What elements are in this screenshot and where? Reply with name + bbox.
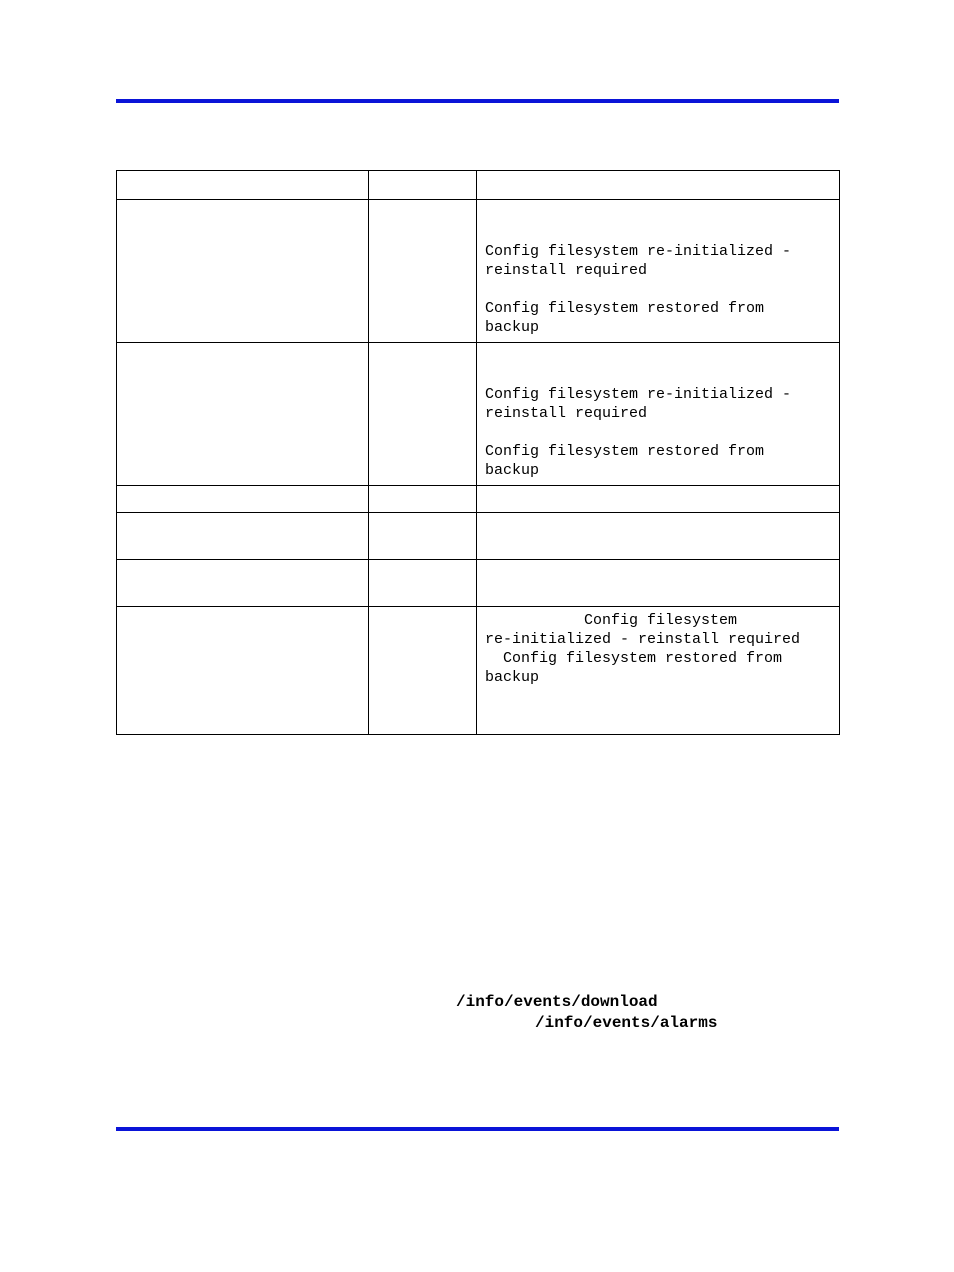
table-cell (369, 513, 477, 560)
table-cell (117, 200, 369, 343)
table-cell (477, 343, 840, 486)
message-line: backup (485, 669, 540, 686)
table-cell (117, 343, 369, 486)
message-reinitialized: Config filesystem re-initialized - reinstall required (485, 386, 792, 422)
table-cell (369, 171, 477, 200)
message-restored: Config filesystem restored from backup (485, 300, 765, 336)
command-info-events-alarms: /info/events/alarms (535, 1014, 718, 1032)
table-cell (117, 560, 369, 607)
table-cell (117, 607, 369, 735)
table-cell (369, 343, 477, 486)
table-cell (369, 200, 477, 343)
table-row (117, 343, 840, 486)
table-header-row (117, 171, 840, 200)
message-reinitialized: Config filesystem re-initialized - reinstall required (485, 243, 792, 279)
table-cell (117, 171, 369, 200)
table-row (117, 486, 840, 513)
message-line: re-initialized - reinstall required (485, 631, 801, 648)
table-cell (477, 171, 840, 200)
table-cell (117, 513, 369, 560)
table-cell (477, 200, 840, 343)
table-cell (369, 607, 477, 735)
table-cell (369, 486, 477, 513)
header-rule (116, 99, 839, 103)
events-table (116, 170, 840, 735)
table-row (117, 513, 840, 560)
table-cell (477, 560, 840, 607)
command-info-events-download: /info/events/download (456, 993, 658, 1011)
table-cell (477, 486, 840, 513)
message-line: Config filesystem restored from (485, 650, 783, 667)
table-cell (117, 486, 369, 513)
table-row (117, 200, 840, 343)
table-cell (477, 513, 840, 560)
table-row (117, 560, 840, 607)
table-row (117, 607, 840, 735)
table-cell (477, 607, 840, 735)
message-restored: Config filesystem restored from backup (485, 443, 765, 479)
message-line: Config filesystem (485, 612, 738, 629)
table-cell (369, 560, 477, 607)
footer-rule (116, 1127, 839, 1131)
